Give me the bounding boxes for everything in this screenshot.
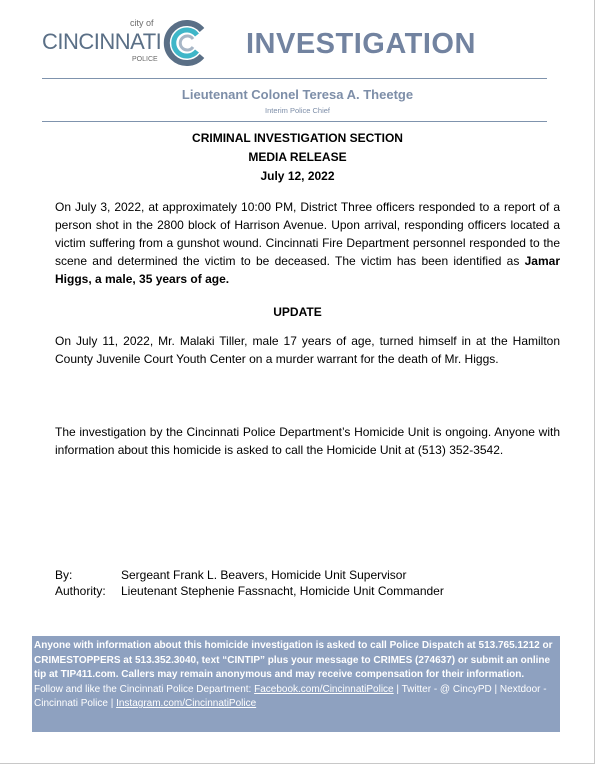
tip-info: Anyone with information about this homicide investigation is asked to call Police Dispatch at 513.765.1212 or CRIMESTOPPERS at 513.352.3040, text “CINTIP” plus your message to CRIMES (274637) or submit an online tip at TIP411.com. Callers may remain anonymous and may receive compensation for their information. bbox=[34, 640, 553, 680]
signature-authority bbox=[55, 584, 444, 598]
by-label: By: bbox=[55, 568, 73, 582]
authority-value: Lieutenant Stephenie Fassnacht, Homicide Unit Commander bbox=[121, 584, 444, 598]
section-heading: CRIMINAL INVESTIGATION SECTION bbox=[192, 131, 403, 145]
c-logo-icon bbox=[162, 18, 212, 68]
incident-text: On July 3, 2022, at approximately 10:00 PM, District Three officers responded to a report of a person shot in the 2800 block of Harrison Avenue. Upon arrival, responding officers located a victim suffering from a gunshot wound. Cincinnati Fire Department personnel responded to the scene and determined the victim to be deceased. The victim has been identified as bbox=[55, 200, 560, 268]
chief-name: Lieutenant Colonel Teresa A. Theetge bbox=[181, 87, 414, 102]
investigation-paragraph: The investigation by the Cincinnati Police Department’s Homicide Unit is ongoing. Anyone with information about this homicide is asked to call the Homicide Unit at (513) 352-3542. bbox=[55, 425, 560, 457]
chief-title: Interim Police Chief bbox=[264, 106, 331, 115]
logo-police: POLICE bbox=[132, 56, 158, 63]
social-separator: | Twitter - @ CincyPD | Nextdoor - Cincinnati Police | bbox=[34, 683, 547, 709]
facebook-link[interactable]: Facebook.com/CincinnatiPolice bbox=[254, 683, 394, 695]
incident-paragraph bbox=[55, 198, 560, 288]
cincinnati-police-logo bbox=[42, 18, 212, 68]
logo-city-of: city of bbox=[130, 18, 154, 28]
victim-identification: Jamar Higgs, a male, 35 years of age. bbox=[55, 254, 560, 286]
by-value: Sergeant Frank L. Beavers, Homicide Unit Supervisor bbox=[121, 568, 407, 582]
instagram-link[interactable]: Instagram.com/CincinnatiPolice bbox=[116, 698, 257, 709]
signature-by bbox=[55, 568, 406, 582]
header-divider-bottom bbox=[42, 121, 547, 122]
tip-footer bbox=[32, 636, 560, 732]
update-heading: UPDATE bbox=[273, 305, 322, 319]
page-title: INVESTIGATION bbox=[246, 28, 476, 60]
update-paragraph: On July 11, 2022, Mr. Malaki Tiller, male 17 years of age, turned himself in at the Hamilton County Juvenile Court Youth Center on a murder warrant for the death of Mr. Higgs. bbox=[55, 334, 560, 366]
follow-text: Follow and like the Cincinnati Police Department: bbox=[34, 683, 255, 695]
header-divider-top bbox=[42, 78, 547, 79]
media-release-heading: MEDIA RELEASE bbox=[248, 150, 347, 164]
authority-label: Authority: bbox=[55, 584, 106, 598]
release-date: July 12, 2022 bbox=[260, 169, 335, 183]
logo-cincinnati: CINCINNATI bbox=[42, 29, 162, 54]
